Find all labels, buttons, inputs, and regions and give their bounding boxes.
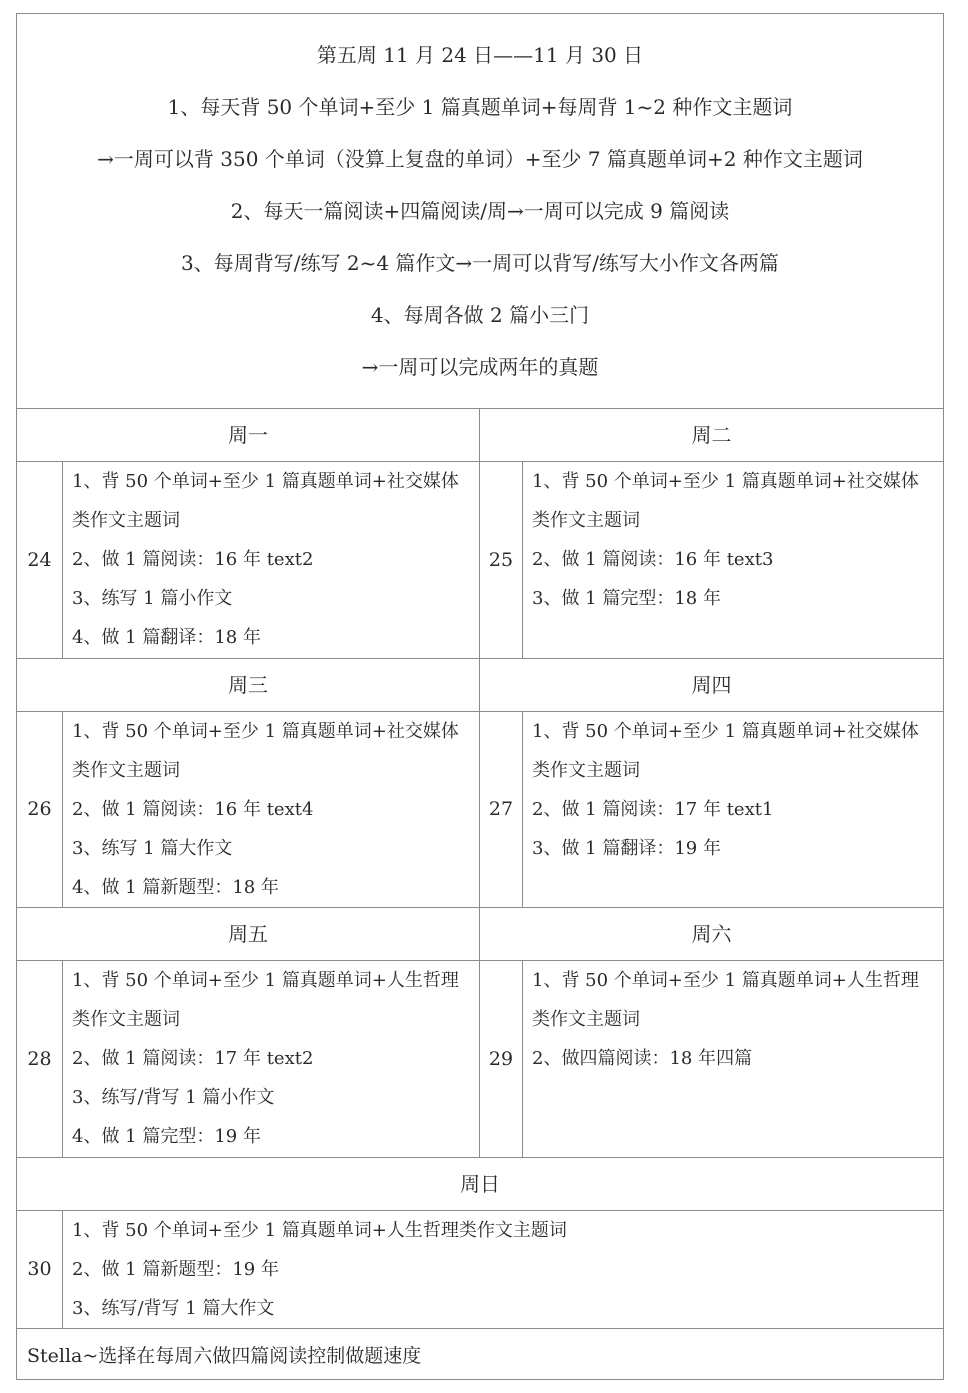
task-item: 2、做 1 篇新题型：19 年	[72, 1259, 279, 1280]
date-cell: 29	[488, 1048, 514, 1070]
task-item: 2、做四篇阅读：18 年四篇	[532, 1048, 753, 1069]
task-item: 2、做 1 篇阅读：16 年 text3	[532, 549, 774, 570]
date-cell: 24	[27, 549, 52, 571]
date-divider	[62, 711, 63, 907]
task-list-saturday	[532, 961, 919, 1078]
task-item: 类作文主题词	[72, 1009, 180, 1030]
task-item: 1、背 50 个单词+至少 1 篇真题单词+人生哲理类作文主题词	[72, 1220, 567, 1241]
task-item: 2、做 1 篇阅读：17 年 text2	[72, 1048, 314, 1069]
task-item: 4、做 1 篇翻译：18 年	[72, 627, 261, 648]
date-divider	[62, 1210, 63, 1328]
day-header-thursday: 周四	[691, 673, 732, 697]
task-item: 2、做 1 篇阅读：16 年 text4	[72, 799, 314, 820]
task-list-monday	[72, 462, 459, 657]
intro-line-5: 4、每周各做 2 篇小三门	[370, 303, 590, 327]
task-item: 3、做 1 篇翻译：19 年	[532, 838, 721, 859]
day-header-monday: 周一	[228, 423, 268, 447]
task-item: 3、练写 1 篇大作文	[72, 838, 233, 859]
day-header-friday: 周五	[228, 922, 268, 946]
task-item: 1、背 50 个单词+至少 1 篇真题单词+人生哲理	[532, 970, 919, 991]
intro-line-2: →一周可以背 350 个单词（没算上复盘的单词）+至少 7 篇真题单词+2 种作文主题词	[97, 147, 863, 171]
task-item: 3、练写/背写 1 篇小作文	[72, 1087, 275, 1108]
divider	[17, 1157, 943, 1158]
task-item: 1、背 50 个单词+至少 1 篇真题单词+社交媒体	[532, 721, 919, 742]
task-list-friday	[72, 961, 459, 1156]
divider	[17, 907, 943, 908]
day-header-wednesday: 周三	[228, 673, 268, 697]
day-header-tuesday: 周二	[691, 423, 732, 447]
divider	[17, 408, 943, 409]
date-cell: 28	[27, 1048, 52, 1070]
date-cell: 25	[488, 549, 514, 571]
task-item: 2、做 1 篇阅读：17 年 text1	[532, 799, 774, 820]
footer-note: Stella~选择在每周六做四篇阅读控制做题速度	[27, 1345, 422, 1367]
study-plan-table	[16, 13, 944, 1380]
date-divider	[62, 960, 63, 1157]
task-item: 3、练写/背写 1 篇大作文	[72, 1298, 275, 1319]
day-header-sunday: 周日	[460, 1172, 500, 1196]
plan-title: 第五周 11 月 24 日——11 月 30 日	[316, 43, 644, 67]
task-item: 类作文主题词	[532, 1009, 640, 1030]
date-cell: 26	[27, 798, 52, 820]
intro-line-4: 3、每周背写/练写 2~4 篇作文→一周可以背写/练写大小作文各两篇	[181, 251, 779, 275]
task-item: 类作文主题词	[72, 760, 180, 781]
task-item: 类作文主题词	[532, 760, 640, 781]
date-divider	[62, 461, 63, 658]
task-item: 4、做 1 篇新题型：18 年	[72, 877, 279, 898]
task-list-sunday	[72, 1211, 567, 1328]
task-item: 3、练写 1 篇小作文	[72, 588, 233, 609]
divider	[17, 1328, 943, 1329]
task-item: 类作文主题词	[532, 510, 640, 531]
task-item: 3、做 1 篇完型：18 年	[532, 588, 721, 609]
task-item: 1、背 50 个单词+至少 1 篇真题单词+人生哲理	[72, 970, 459, 991]
intro-line-6: →一周可以完成两年的真题	[361, 355, 599, 379]
task-list-wednesday	[72, 712, 459, 907]
date-cell: 30	[27, 1258, 52, 1280]
task-list-tuesday	[532, 462, 919, 618]
divider	[17, 658, 943, 659]
date-cell: 27	[488, 798, 514, 820]
task-item: 类作文主题词	[72, 510, 180, 531]
date-divider	[522, 461, 523, 658]
task-item: 1、背 50 个单词+至少 1 篇真题单词+社交媒体	[72, 721, 459, 742]
task-list-thursday	[532, 712, 919, 868]
day-header-saturday: 周六	[691, 922, 732, 946]
task-item: 4、做 1 篇完型：19 年	[72, 1126, 261, 1147]
task-item: 1、背 50 个单词+至少 1 篇真题单词+社交媒体	[72, 471, 459, 492]
intro-line-1: 1、每天背 50 个单词+至少 1 篇真题单词+每周背 1~2 种作文主题词	[167, 95, 793, 119]
task-item: 2、做 1 篇阅读：16 年 text2	[72, 549, 314, 570]
date-divider	[522, 960, 523, 1157]
task-item: 1、背 50 个单词+至少 1 篇真题单词+社交媒体	[532, 471, 919, 492]
date-divider	[522, 711, 523, 907]
intro-line-3: 2、每天一篇阅读+四篇阅读/周→一周可以完成 9 篇阅读	[230, 199, 730, 223]
column-divider	[479, 408, 480, 1157]
